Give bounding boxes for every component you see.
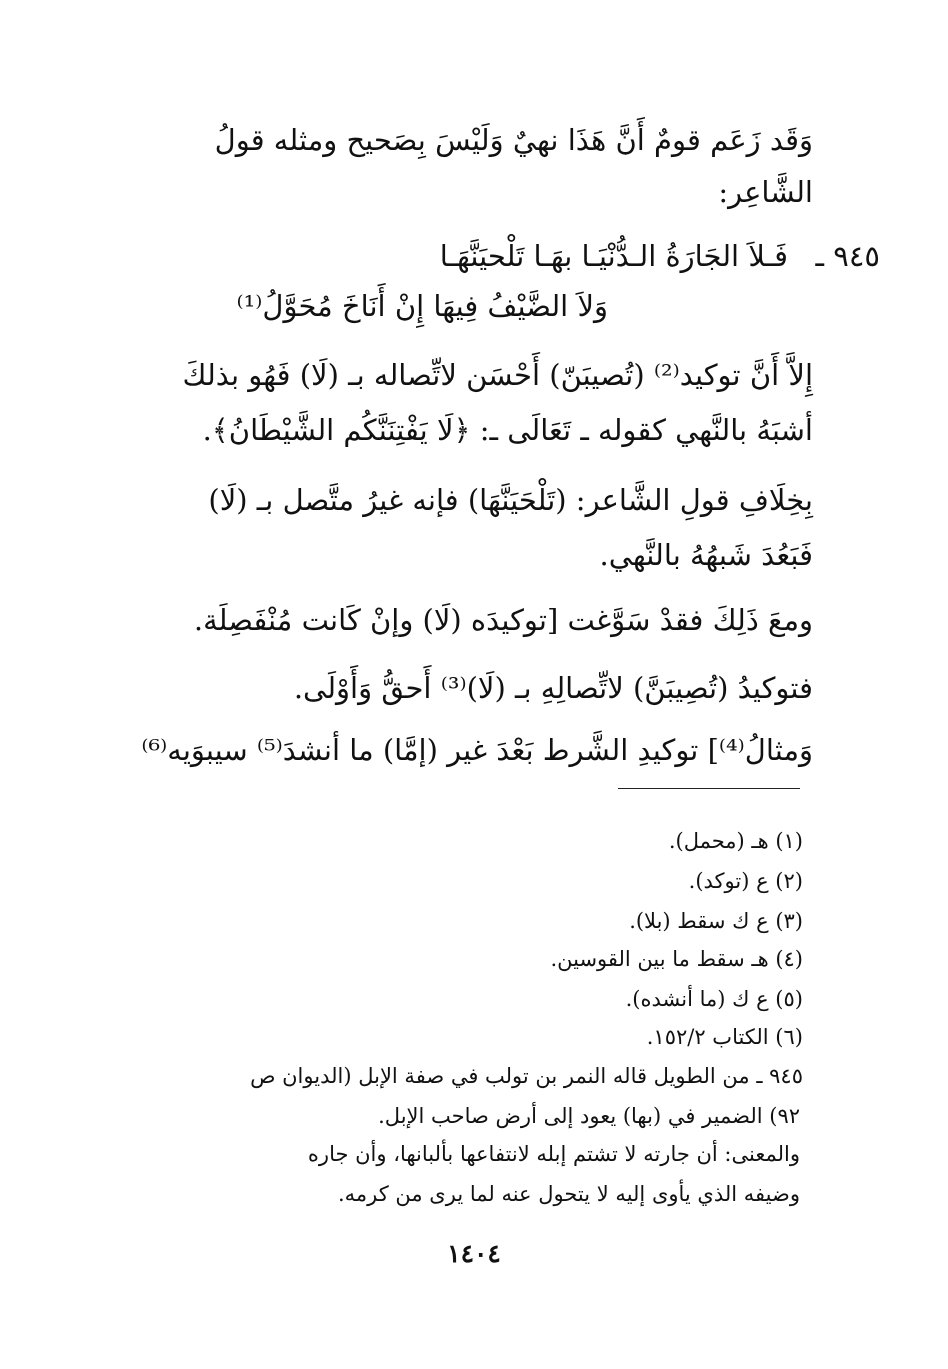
body-line-11: وَمثالُ⁽⁴⁾] توكيدِ الشَّرط بَعْدَ غير (إمَّا) ما أنشدَ⁽⁵⁾ سيبوَيه⁽⁶⁾ <box>141 733 813 767</box>
footnote-5: (٥) ع ك (ما أنشده). <box>625 987 803 1011</box>
verse-number: ٩٤٥ ـ <box>815 239 880 273</box>
verse-note-line-1: ٩٤٥ ـ من الطويل قاله النمر بن تولب في صفة الإبل (الديوان ص <box>250 1064 803 1088</box>
footnote-2: (٢) ع (توكد). <box>688 869 803 893</box>
verse-note-line-4: وضيفه الذي يأوى إليه لا يتحول عنه لما يرى من كرمه. <box>337 1182 800 1206</box>
footnote-6: (٦) الكتاب ١٥٢/٢. <box>646 1025 803 1049</box>
body-line-7: بِخِلَافِ قولِ الشَّاعر: (تَلْحَيَنَّهَا) فإنه غيرُ متَّصل بـ (لَا) <box>208 483 813 517</box>
footnote-separator <box>618 788 800 789</box>
body-line-2: الشَّاعِر: <box>718 175 813 209</box>
page-number: ١٤٠٤ <box>447 1239 501 1268</box>
body-line-6: أشبَهُ بالنَّهي كقوله ـ تَعَالَى ـ: ﴿لَا يَفْتِنَنَّكُم الشَّيْطَانُ﴾. <box>202 413 813 447</box>
verse-first-hemistich: فَـلاَ الجَارَةُ الـدُّنْيَـا بهَـا تَلْحيَنَّهَـا <box>439 239 788 273</box>
body-line-5: إِلاَّ أَنَّ توكيد⁽²⁾ (تُصيبَنّ) أَحْسَن لاتِّصاله بـ (لَا) فَهُو بذلكَ <box>182 358 813 392</box>
body-line-1: وَقَد زَعَم قومٌ أَنَّ هَذَا نهيٌ وَلَيْسَ بِصَحيح ومثله قولُ <box>214 123 813 157</box>
verse-note-line-2: ٩٢) الضمير في (بها) يعود إلى أرض صاحب الإبل. <box>378 1104 800 1128</box>
verse-second-hemistich: وَلاَ الضَّيْفُ فِيهَا إِنْ أَنَاخَ مُحَوَّلُ⁽¹⁾ <box>236 289 608 323</box>
footnote-1: (١) هـ (محمل). <box>668 829 803 853</box>
body-line-8: فَبَعُدَ شَبهُهُ بالنَّهي. <box>599 538 813 572</box>
body-line-9: ومعَ ذَلِكَ فقدْ سَوَّغت [توكيدَه (لَا) وإنْ كَانت مُنْفَصِلَة. <box>193 603 813 637</box>
footnote-4: (٤) هـ سقط ما بين القوسين. <box>550 947 803 971</box>
body-line-10: فتوكيدُ (تُصِيبَنَّ) لاتِّصالِهِ بـ (لَا)⁽³⁾ أَحقُّ وَأَوْلَى. <box>293 671 813 705</box>
footnote-3: (٣) ع ك سقط (بلا). <box>629 909 803 933</box>
verse-note-line-3: والمعنى: أن جارته لا تشتم إبله لانتفاعها بألبانها، وأن جاره <box>307 1142 800 1166</box>
